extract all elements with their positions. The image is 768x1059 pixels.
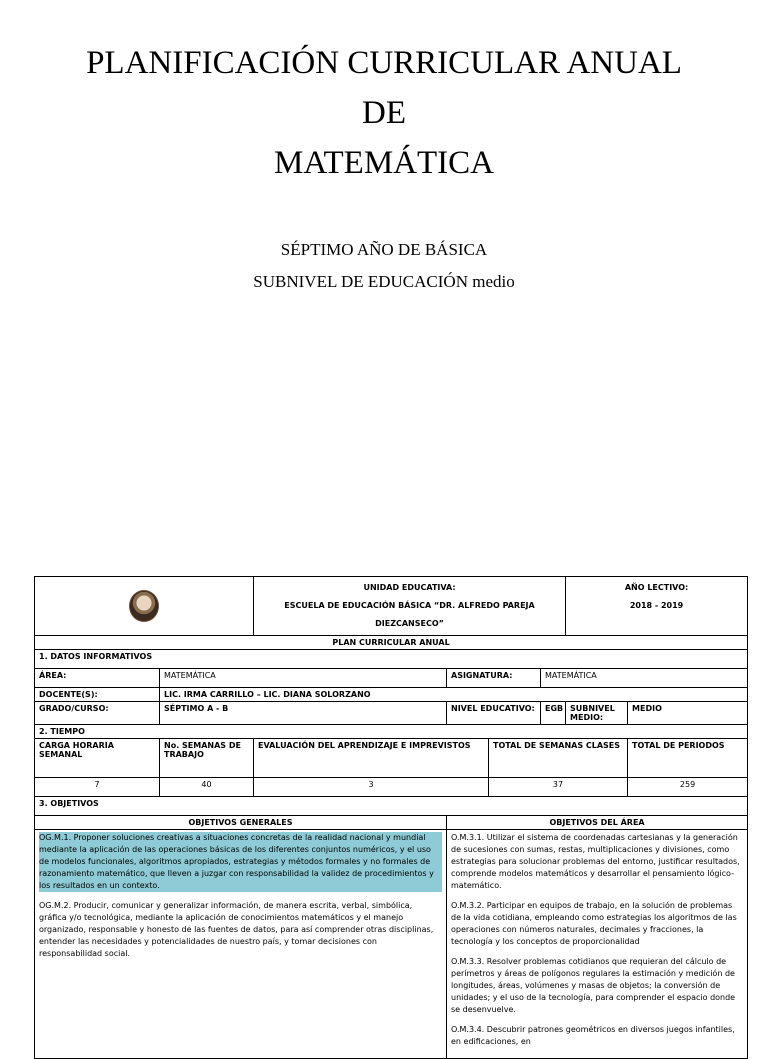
grado-label: GRADO/CURSO: [35, 702, 160, 725]
area-label: ÁREA: [35, 669, 160, 688]
subnivel-label: SUBNIVEL MEDIO: [566, 702, 628, 725]
nivel-label: NIVEL EDUCATIVO: [447, 702, 541, 725]
objetivo-area-item: O.M.3.3. Resolver problemas cotidianos que requieran del cálculo de perímetros y áreas de polígonos regulares la estimación y medición de longitudes, áreas, volúmenes y masas de objetos; la conversión de unidades; y el uso de la tecnología, para comprender el espacio donde se desenvuelve. [451, 957, 736, 1014]
school-logo-portrait [129, 590, 159, 622]
logo-cell [35, 577, 254, 636]
objetivos-generales-list [35, 830, 447, 1059]
tiempo-header-carga: CARGA HORARIA SEMANAL [35, 739, 160, 778]
section-objetivos: 3. OBJETIVOS [35, 797, 748, 816]
title-line-3: MATEMÁTICA [274, 145, 494, 181]
objetivo-area-item: O.M.3.4. Descubrir patrones geométricos en diversos juegos infantiles, en edificaciones, en [451, 1025, 735, 1046]
subtitle-line-1: SÉPTIMO AÑO DE BÁSICA [280, 240, 488, 259]
tiempo-value-semanas: 40 [160, 778, 254, 797]
anio-lectivo-cell [566, 577, 748, 636]
objetivo-general-item: OG.M.1. Proponer soluciones creativas a situaciones concretas de la realidad nacional y mundial mediante la aplicación de las operaciones básicas de los diferentes conjuntos numéricos, y el uso de modelos funcionales, algoritmos apropiados, estrategias y métodos formales y no formales de razonamiento matemático, que lleven a juzgar con responsabilidad la validez de procedimientos y los resultados en un contexto. [39, 832, 442, 892]
asignatura-label: ASIGNATURA: [447, 669, 541, 688]
tiempo-value-total-periodos: 259 [628, 778, 748, 797]
tiempo-value-total-semanas: 37 [489, 778, 628, 797]
objetivos-area-list [447, 830, 748, 1059]
objetivo-area-item: O.M.3.2. Participar en equipos de trabajo, en la solución de problemas de la vida cotidiana, empleando como estrategias los algoritmos de las operaciones con números naturales, decimales y fracciones, la tecnología y los conceptos de proporcionalidad [451, 901, 737, 946]
objetivos-area-header: OBJETIVOS DEL ÁREA [447, 816, 748, 830]
section-tiempo: 2. TIEMPO [35, 725, 748, 739]
objetivo-general-item: OG.M.2. Producir, comunicar y generalizar información, de manera escrita, verbal, simbólica, gráfica y/o tecnológica, mediante la aplicación de conocimientos matemáticos y el manejo organizado, responsable y honesto de las fuentes de datos, para así comprender otras disciplinas, entender las necesidades y potencialidades de nuestro país, y tomar decisiones con responsabilidad social. [39, 901, 434, 958]
plan-label: PLAN CURRICULAR ANUAL [35, 636, 748, 650]
anio-label: AÑO LECTIVO: [624, 583, 689, 592]
asignatura-value: MATEMÁTICA [541, 669, 748, 688]
docentes-value: LIC. IRMA CARRILLO – LIC. DIANA SOLORZANO [160, 688, 748, 702]
document-subtitle [0, 234, 768, 298]
unidad-educativa-cell [254, 577, 566, 636]
tiempo-header-semanas: No. SEMANAS DE TRABAJO [160, 739, 254, 778]
subnivel-value: MEDIO [628, 702, 748, 725]
objetivos-generales-header: OBJETIVOS GENERALES [35, 816, 447, 830]
tiempo-header-evaluacion: EVALUACIÓN DEL APRENDIZAJE E IMPREVISTOS [254, 739, 489, 778]
objetivo-area-item: O.M.3.1. Utilizar el sistema de coordenadas cartesianas y la generación de sucesiones con sumas, restas, multiplicaciones y divisiones, como estrategias para solucionar problemas del entorno, justificar resultados, comprende modelos matemáticos y desarrollar el pensamiento lógico-matemático. [451, 833, 740, 890]
title-line-2: DE [362, 95, 406, 131]
unidad-value: ESCUELA DE EDUCACIÓN BÁSICA “DR. ALFREDO PAREJA DIEZCANSECO” [284, 601, 535, 628]
unidad-label: UNIDAD EDUCATIVA: [363, 583, 456, 592]
docentes-label: DOCENTE(S): [35, 688, 160, 702]
tiempo-value-carga: 7 [35, 778, 160, 797]
title-line-1: PLANIFICACIÓN CURRICULAR ANUAL [86, 45, 682, 81]
grado-value: SÉPTIMO A - B [160, 702, 447, 725]
tiempo-header-total-semanas: TOTAL DE SEMANAS CLASES [489, 739, 628, 778]
section-datos: 1. DATOS INFORMATIVOS [35, 650, 748, 669]
area-value: MATEMÁTICA [160, 669, 447, 688]
tiempo-value-evaluacion: 3 [254, 778, 489, 797]
anio-value: 2018 - 2019 [629, 601, 684, 610]
plan-table [34, 576, 748, 1059]
tiempo-header-total-periodos: TOTAL DE PERIODOS [628, 739, 748, 778]
subtitle-line-2: SUBNIVEL DE EDUCACIÓN medio [253, 272, 515, 291]
nivel-value: EGB [541, 702, 566, 725]
document-title [0, 42, 768, 184]
